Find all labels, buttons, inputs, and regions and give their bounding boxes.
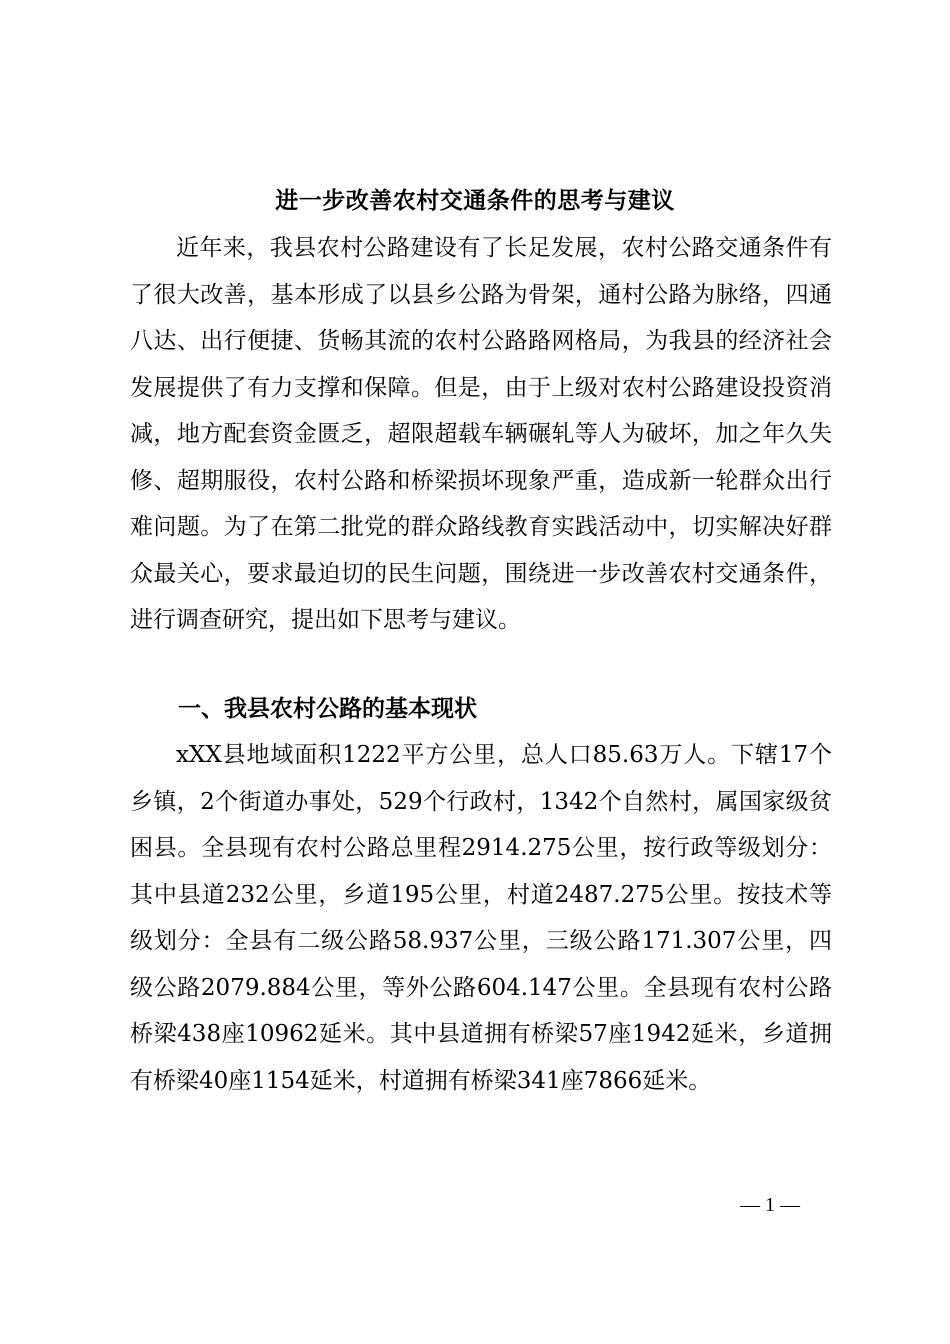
page-number: — 1 —	[740, 1194, 800, 1216]
intro-paragraph-block	[130, 225, 832, 644]
document-title: 进一步改善农村交通条件的思考与建议	[275, 187, 675, 214]
intro-paragraph: 近年来，我县农村公路建设有了长足发展，农村公路交通条件有了很大改善，基本形成了以县乡公路为骨架，通村公路为脉络，四通八达、出行便捷、货畅其流的农村公路路网格局，为我县的经济社会发展提供了有力支撑和保障。但是，由于上级对农村公路建设投资消减，地方配套资金匮乏，超限超载车辆碾轧等人为破坏，加之年久失修、超期服役，农村公路和桥梁损坏现象严重，造成新一轮群众出行难问题。为了在第二批党的群众路线教育实践活动中，切实解决好群众最关心，要求最迫切的民生问题，围绕进一步改善农村交通条件，进行调查研究，提出如下思考与建议。	[130, 235, 832, 633]
section-heading: 一、我县农村公路的基本现状	[178, 695, 477, 722]
section-paragraph-block	[130, 732, 832, 1104]
section-paragraph: xXX县地域面积1222平方公里，总人口85.63万人。下辖17个乡镇，2个街道办事处，529个行政村，1342个自然村，属国家级贫困县。全县现有农村公路总里程2914.275公里，按行政等级划分：其中县道232公里，乡道195公里，村道2487.275公里。按技术等级划分：全县有二级公路58.937公里，三级公路171.307公里，四级公路2079.884公里，等外公路604.147公里。全县现有农村公路桥梁438座10962延米。其中县道拥有桥梁57座1942延米，乡道拥有桥梁40座1154延米，村道拥有桥梁341座7866延米。	[130, 742, 832, 1094]
